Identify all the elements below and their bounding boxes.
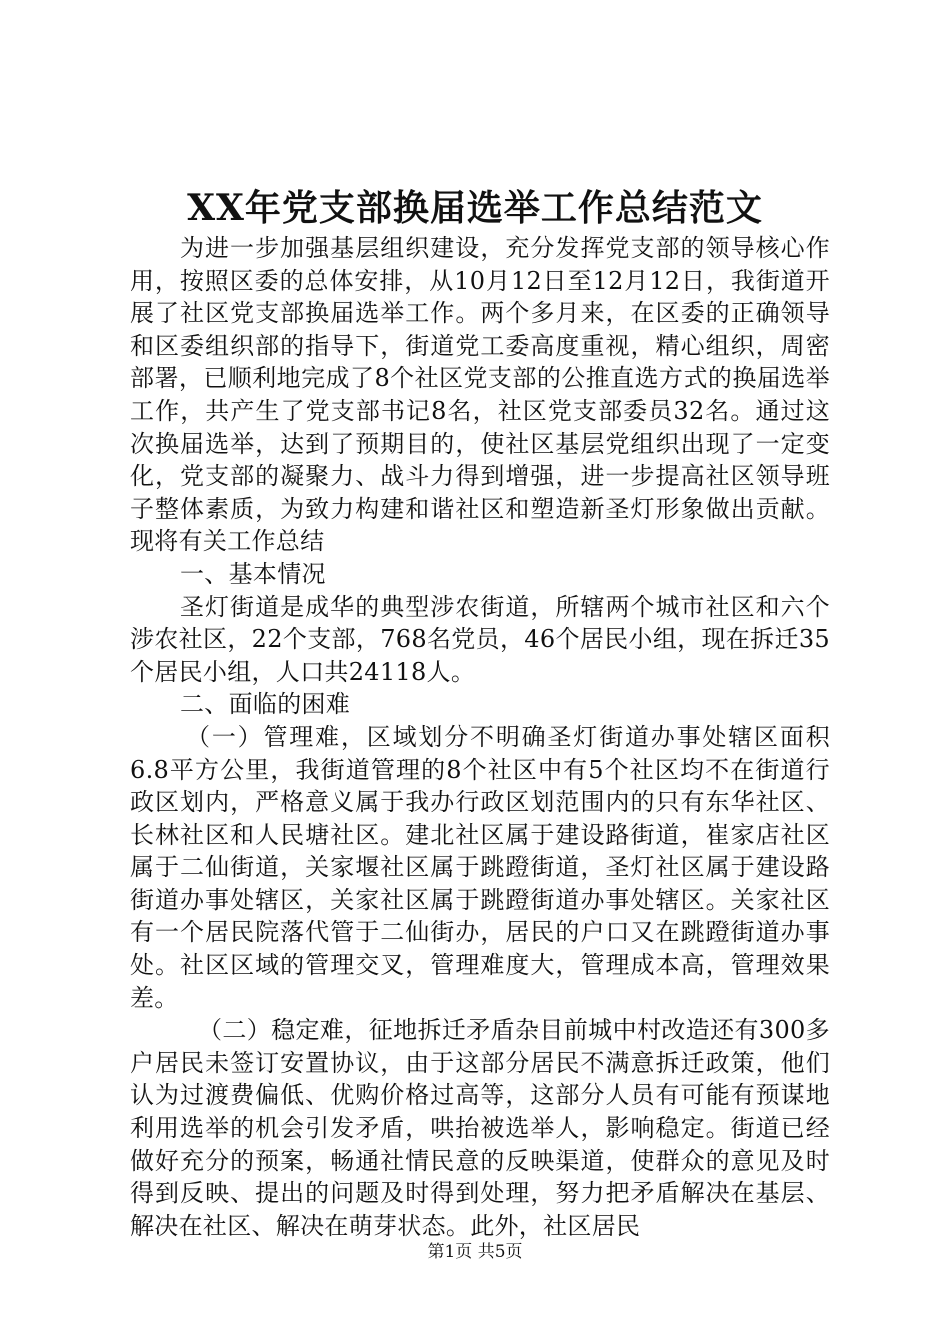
page-footer: 第1页 共5页: [427, 1242, 523, 1262]
section-heading-difficulties: 二、面临的困难: [180, 690, 351, 719]
document-title: XX年党支部换届选举工作总结范文: [187, 187, 763, 229]
document-body: [130, 232, 830, 1242]
paragraph-management-difficulty: （一）管理难，区域划分不明确圣灯街道办事处辖区面积6.8平方公里，我街道管理的8个社区中有5个社区均不在街道行政区划内，严格意义属于我办行政区划范围内的只有东华社区、长林社区和人民塘社区。建北社区属于建设路街道，崔家店社区属于二仙街道，关家堰社区属于跳蹬街道，圣灯社区属于建设路街道办事处辖区，关家社区属于跳蹬街道办事处辖区。关家社区有一个居民院落代管于二仙街办，居民的户口又在跳蹬街道办事处。社区区域的管理交叉，管理难度大，管理成本高，管理效果差。: [130, 722, 830, 1012]
paragraph-intro: 为进一步加强基层组织建设，充分发挥党支部的领导核心作用，按照区委的总体安排，从10月12日至12月12日，我街道开展了社区党支部换届选举工作。两个多月来，在区委的正确领导和区委组织部的指导下，街道党工委高度重视，精心组织，周密部署，已顺利地完成了8个社区党支部的公推直选方式的换届选举工作，共产生了党支部书记8名，社区党支部委员32名。通过这次换届选举，达到了预期目的，使社区基层党组织出现了一定变化，党支部的凝聚力、战斗力得到增强，进一步提高社区领导班子整体素质，为致力构建和谐社区和塑造新圣灯形象做出贡献。现将有关工作总结: [130, 234, 830, 556]
paragraph-stability-difficulty: （二）稳定难，征地拆迁矛盾杂目前城中村改造还有300多户居民未签订安置协议，由于这部分居民不满意拆迁政策，他们认为过渡费偏低、优购价格过高等，这部分人员有可能有预谋地利用选举的机会引发矛盾，哄抬被选举人，影响稳定。街道已经做好充分的预案，畅通社情民意的反映渠道，使群众的意见及时得到反映、提出的问题及时得到处理，努力把矛盾解决在基层、解决在社区、解决在萌芽状态。此外，社区居民: [130, 1016, 830, 1240]
paragraph-basic-situation: 圣灯街道是成华的典型涉农街道，所辖两个城市社区和六个涉农社区，22个支部，768名党员，46个居民小组，现在拆迁35个居民小组，人口共24118人。: [130, 592, 830, 686]
section-heading-basic-situation: 一、基本情况: [180, 559, 326, 588]
